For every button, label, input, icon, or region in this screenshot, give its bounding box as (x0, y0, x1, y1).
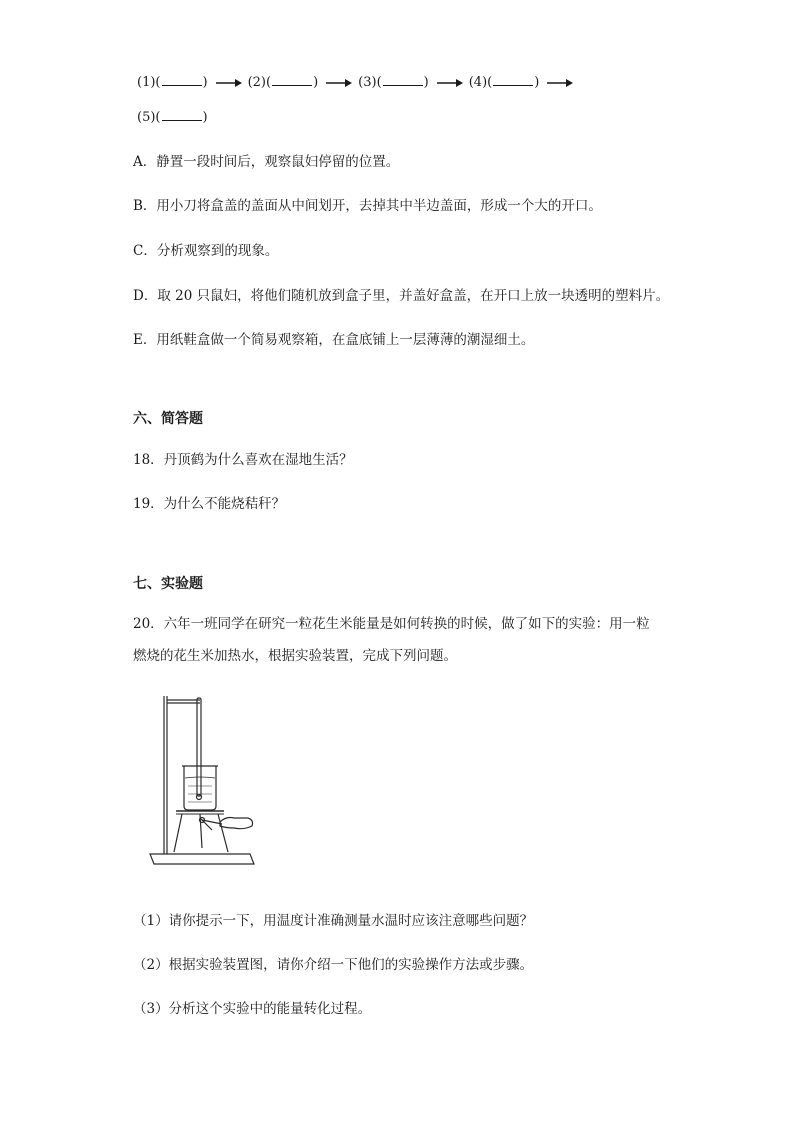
option-d: D．取 20 只鼠妇，将他们随机放到盒子里，并盖好盒盖，在开口上放一块透明的塑料片。 (133, 288, 670, 304)
arrow-right-icon (216, 78, 242, 88)
section-heading-short-answer: 六、简答题 (133, 411, 203, 427)
question-19: 19．为什么不能烧秸秆？ (133, 496, 286, 512)
option-e: E．用纸鞋盒做一个简易观察箱，在盒底铺上一层薄薄的潮湿细土。 (133, 332, 535, 348)
arrow-right-icon (547, 78, 573, 88)
arrow-right-icon (437, 78, 463, 88)
question-20-sub-2: （2）根据实验装置图，请你介绍一下他们的实验操作方法或步骤。 (133, 957, 534, 973)
section-heading-experiment: 七、实验题 (133, 576, 203, 592)
answer-blank[interactable] (493, 72, 533, 86)
answer-blank[interactable] (162, 72, 202, 86)
flow-step-1: (1)( ) (137, 72, 208, 93)
answer-blank[interactable] (383, 72, 423, 86)
answer-blank[interactable] (272, 72, 312, 86)
flow-step-4: (4)( ) (469, 72, 540, 93)
question-20-sub-3: （3）分析这个实验中的能量转化过程。 (133, 1001, 372, 1017)
question-18: 18．丹顶鹤为什么喜欢在湿地生活？ (133, 452, 353, 468)
answer-blank[interactable] (162, 107, 202, 121)
question-20-sub-1: （1）请你提示一下，用温度计准确测量水温时应该注意哪些问题？ (133, 913, 534, 929)
option-a: A．静置一段时间后，观察鼠妇停留的位置。 (133, 154, 400, 170)
question-20-line-2: 燃烧的花生米加热水，根据实验装置，完成下列问题。 (133, 648, 457, 664)
option-b: B．用小刀将盒盖的盖面从中间划开，去掉其中半边盖面，形成一个大的开口。 (133, 198, 602, 214)
step-sequence (137, 72, 579, 93)
option-c: C．分析观察到的现象。 (133, 243, 279, 259)
question-20-line-1: 20．六年一班同学在研究一粒花生米能量是如何转换的时候，做了如下的实验：用一粒 (133, 616, 650, 632)
flow-step-5: (5)( ) (137, 107, 208, 128)
experiment-apparatus-image (140, 694, 258, 870)
flow-step-3: (3)( ) (358, 72, 429, 93)
flow-step-2: (2)( ) (248, 72, 319, 93)
arrow-right-icon (326, 78, 352, 88)
